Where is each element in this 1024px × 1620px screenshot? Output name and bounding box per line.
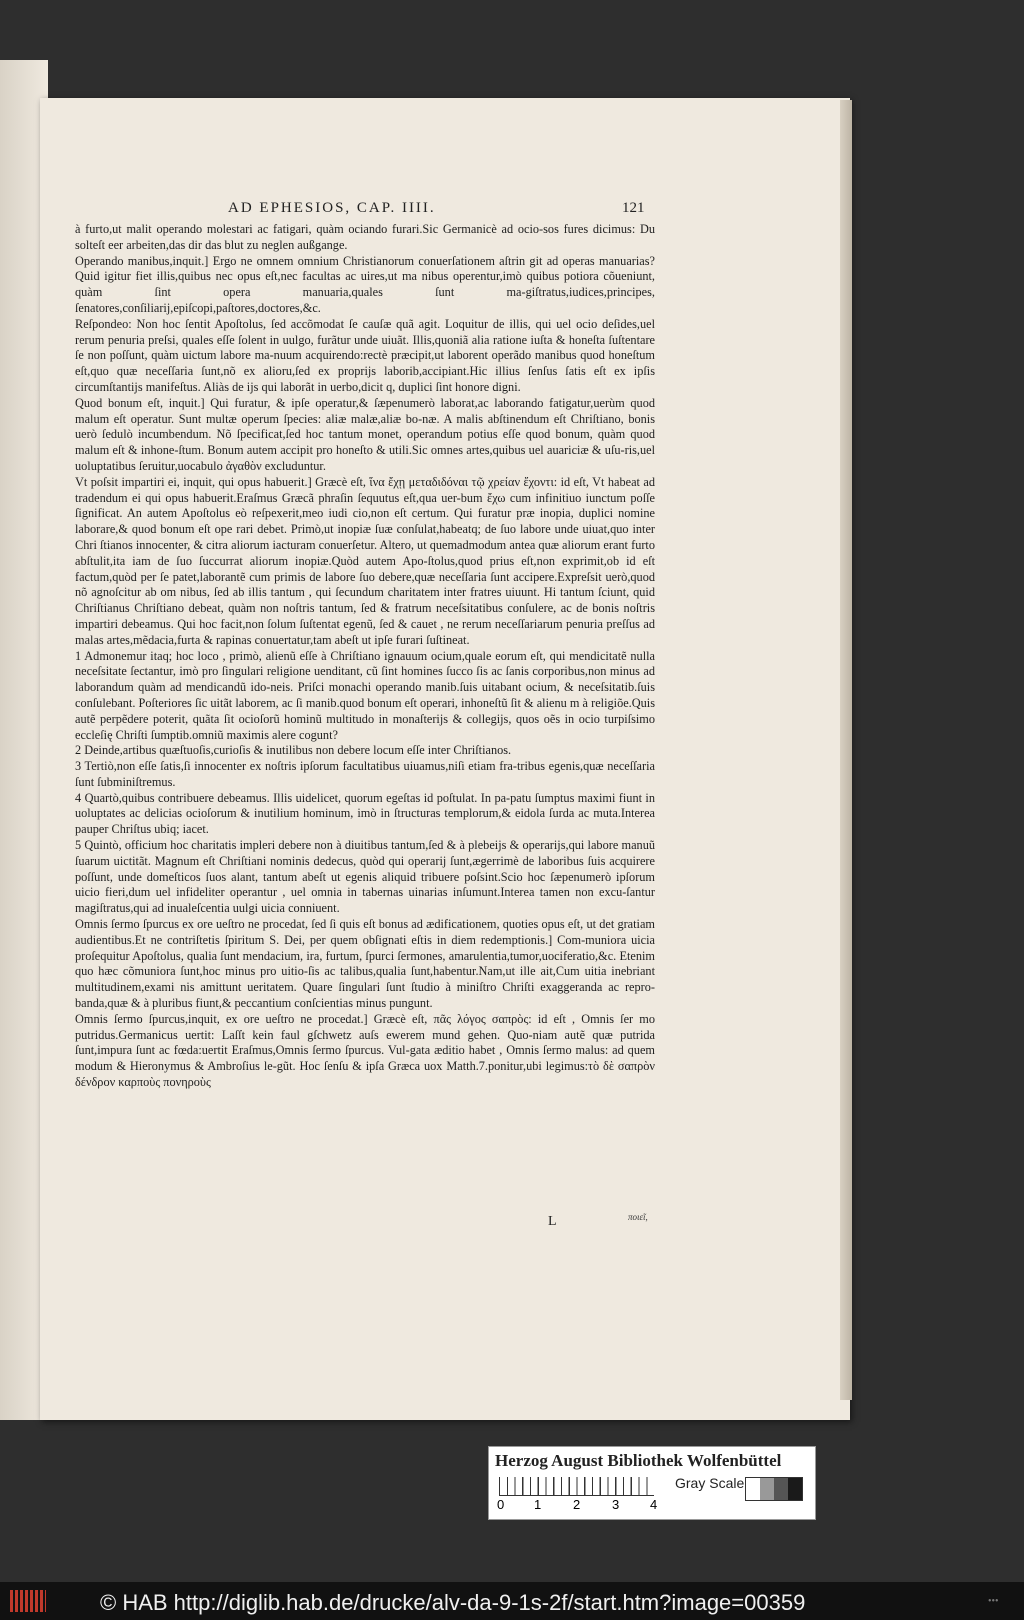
library-name: Herzog August Bibliothek Wolfenbüttel <box>495 1451 782 1470</box>
paragraph: 5 Quintò, officium hoc charitatis impleri debere non à diuitibus tantum,ſed & à plebeijs & operarijs,qui labore manuũ ſuarum uictitãt. Magnum eſt Chriſtiani nominis dedecus, quòd qui operarij ſunt,ægerrimè de laboribus ſuis acquirere poſſunt, unde domeſticos ſuos alant, tantum abeſt ut egenis aliquid tribuere poſsint.Scio hoc ſæpenumerò ipſorum uicio fieri,dum uel infideliter operantur , uel omnia in tabernas uinarias inſumunt.Interea tamen non excu-ſantur magiſtratus,qui ad inualeſcentia uulgi uicia conniuent. <box>75 838 655 916</box>
scale-ruler <box>499 1477 654 1496</box>
running-title: AD EPHESIOS, CAP. IIII. <box>228 200 436 216</box>
more-icon[interactable]: ••• <box>988 1596 999 1607</box>
gray-scale-bars <box>745 1477 803 1501</box>
hab-logo-icon[interactable] <box>10 1590 46 1612</box>
paragraph: Reſpondeo: Non hoc ſentit Apoſtolus, ſed accõmodat ſe cauſæ quã agit. Loquitur de illis, qui uel ocio deſides,uel rerum penuria preſsi, quales eſſe ſolent in uulgo, furãtur unde uiuãt. Illis,quoniã alia ratione iuſta & honeſta ſuſtentare ſe non poſſunt, quàm uictum labore ma-nuum acquirendo:rectè præcipit,ut laborent operãdo manibus quod honeſtum eſt,quo quæ neceſſaria ſunt,nõ ex alioru,ſed ex proprijs laborib,accipiant.Hic illius ſenſus ſatis eſt ex ipſis circumſtantijs manifeſtus. Aliàs de ijs qui laborãt in uerbo,dicit q, duplici ſint honore digni. <box>75 316 655 394</box>
page-edge <box>840 100 852 1400</box>
paragraph: 3 Tertiò,non eſſe ſatis,ſi innocenter ex noſtris ipſorum facultatibus uiuamus,niſi etiam fra-tribus egenis,quæ neceſſaria ſunt ſubminiſtremus. <box>75 759 655 789</box>
library-color-card <box>488 1446 816 1520</box>
scale-number: 0 <box>497 1497 505 1512</box>
paragraph: 4 Quartò,quibus contribuere debeamus. Illis uidelicet, quorum egeſtas id poſtulat. In pa-patu ſumptus maximi fiunt in uoluptates ac delicias ocioſorum & inutilium hominum, imò in ſtructuras templorum,& eidola ſurda ac muta.Interea pauper Chriſtus ubiq; iacet. <box>75 790 655 837</box>
scale-number: 2 <box>573 1497 581 1512</box>
signature-mark: L <box>548 1214 557 1229</box>
gray-swatch <box>774 1478 788 1500</box>
scale-number: 3 <box>612 1497 620 1512</box>
scale-number: 1 <box>534 1497 542 1512</box>
running-header <box>0 200 1024 220</box>
scale-number: 4 <box>650 1497 658 1512</box>
catchword: ποιεῖ, <box>628 1212 648 1222</box>
gray-swatch <box>788 1478 802 1500</box>
paragraph: Omnis ſermo ſpurcus ex ore ueſtro ne procedat, ſed ſi quis eſt bonus ad ædificationem, quoties opus eſt, ut det gratiam audientibus.Et ne contriſtetis ſpiritum S. Dei, per quem obſignati eſtis in diem redemptionis.] Com-muniora uicia proſequitur Apoſtolus, qualia ſunt mendacium, ira, furtum, ſpurci ſermones, amarulentia,tumor,uociferatio,&c. Etenim quo hæc cõmuniora ſunt,hoc minus pro uitio-ſis ac talibus,qualia ſunt,habentur.Nam,ut ille ait,Cum uitia inebriant multitudinem,exami nis amittunt ueritatem. Quare ſingulari ſunt ſtudio à miniſtro Chriſti exaggeranda ac repro-banda,quæ & à pluribus fiunt,& peccantium conſcientias minus pungunt. <box>75 917 655 1011</box>
gray-swatch <box>760 1478 774 1500</box>
paragraph: 1 Admonemur itaq; hoc loco , primò, alienũ eſſe à Chriſtiano ignauum ocium,quale eorum eſt, qui mendicitatẽ nulla neceſsitate ſectantur, imò pro ſingulari religione uenditant, cũ ſint homines ſucco ſis ac ſanis corporibus,non minus ad laborandum quàm ad mendicandũ ido-neis. Priſci monachi operando manib.ſuis uitabant ocium, & neceſsitatib.ſuis conſulebant. Poſteriores ſic uitãt laborem, ac ſi manib.quod bonum eſt operari, inhoneſtũ ſit & alienu m à religiõe.Quis autẽ perpẽdere poterit, quãta ſit ocioſorũ hominũ multitudo in monaſterijs & collegijs, quos oẽs in ocio turpiſsimo eccleſię Chriſti ſumptib.omniũ maximis alere cogunt? <box>75 648 655 742</box>
paragraph: à furto,ut malit operando molestari ac fatigari, quàm ociando furari.Sic Germanicè ad ocio-sos fures dicimus: Du solteſt eer arbeiten,das dir das blut zu neglen außgange. <box>75 222 655 252</box>
body-text <box>75 222 655 1091</box>
credit-url[interactable]: © HAB http://diglib.hab.de/drucke/alv-da-9-1s-2f/start.htm?image=00359 <box>100 1590 806 1615</box>
gray-scale-label: Gray Scale <box>675 1475 745 1491</box>
paragraph: Omnis ſermo ſpurcus,inquit, ex ore ueſtro ne procedat.] Græcè eſt, πᾶς λόγος σαπρὸς: id eſt , Omnis ſer mo putridus.Germanicus uertit: Laſſt kein faul gſchwetz auſs ewerem mund gehen. Quo-niam autẽ quæ putrida ſunt,impura ſunt ac fœda:uertit Eraſmus,Omnis ſermo ſpurcus. Vul-gata æditio habet , Omnis ſermo malus: ad quem modum & Hieronymus & Ambroſius le-gũt. Hoc ſenſu & ipſa Græca uox Matth.7.ponitur,ubi legimus:τὸ δὲ σαπρὸν δένδρον καρποὺς πονηροὺς <box>75 1011 655 1090</box>
page-number: 121 <box>622 200 645 216</box>
paragraph: 2 Deinde,artibus quæſtuoſis,curioſis & inutilibus non debere locum eſſe inter Chriſtianos. <box>75 743 512 758</box>
paragraph: Operando manibus,inquit.] Ergo ne omnem omnium Christianorum conuerſationem aſtrin git ad operas manuarias? Quid igitur fiet illis,quibus nec opus eſt,nec facultas ac uires,ut ma nibus operentur,imò quibus potiora cõueniunt, quàm ſint opera manuaria,quales ſunt ma-giſtratus,iudices,principes, ſenatores,conſiliarij,epiſcopi,paſtores,doctores,&c. <box>75 253 655 315</box>
gray-swatch <box>746 1478 760 1500</box>
paragraph: Vt poſsit impartiri ei, inquit, qui opus habuerit.] Græcè eſt, ἵνα ἔχῃ μεταδιδόναι τῷ χρείαν ἔχοντι: id eſt, Vt habeat ad tradendum ei qui opus habuerit.Eraſmus Græcã phraſin ſequutus eſt,qua uer-bum ἔχω cum infinitiuo iunctum poſſe ſignificat. An autem Apoſtolus eò reſpexerit,meo iudi cio,non eſt certum. Qui furatur præ inopia, duplici nomine laborare,& quod bonum eſt ope rari debet. Primò,ut inopiæ ſuæ conſulat,habeatq; de ſuo labore unde uiuat,quo inter Chri ſtianos innocenter, & citra aliorum iacturam conuerſetur. Altero, ut quemadmodum antea quæ aliorum erant furto abſtulit,ita iam de ſuo ſuccurrat aliorum inopiæ.Quòd autem Apo-ſtolus,quod prius eſt,non exprimit,ob id eſt factum,quòd per ſe patet,laborantẽ cum primis de labore ſuo debere,quæ neceſſaria ſunt accipere.Expreſsit uerò,quod nõ agnoſcitur ab om nibus, ſed ab illis tantum , qui ſecundum charitatem inter fratres uiuunt. Hi tantum ſciunt, quid Chriſtianus Chriſtiano debeat, quàm non noſtris tantum, ſed & fratrum neceſsitatibus conſulere, ac de bonis noſtris impartiri debeamus. Qui hoc facit,non ſolum ſuſtentat egenũ, ſed & cauet , ne rerum neceſſariarum penuria preſſus ad malas artes,mẽdacia,furta & rapinas conuertatur,tam abeſt ut ipſe furari ſuſtineat. <box>75 474 655 647</box>
viewer-footer <box>0 1582 1024 1620</box>
paragraph: Quod bonum eſt, inquit.] Qui furatur, & ipſe operatur,& ſæpenumerò laborat,ac laborando fatigatur,uerùm quod malum eſt operatur. Sunt multæ operum ſpecies: aliæ malæ,aliæ bo-næ. A malis abſtinendum eſt Chriſtiano, bonis uerò ſedulò incumbendum. Nõ ſpecificat,ſed hoc tantum monet, operandum potius eſſe quod bonum, quàm quod malum eſt & inhone-ſtum. Bonum autem accipit pro honeſto & utili.Sic omnes artes,quibus uel auariciæ & uſu-ris,uel uoluptatibus ſeruitur,uocabulo ἀγαθὸν excluduntur. <box>75 395 655 473</box>
